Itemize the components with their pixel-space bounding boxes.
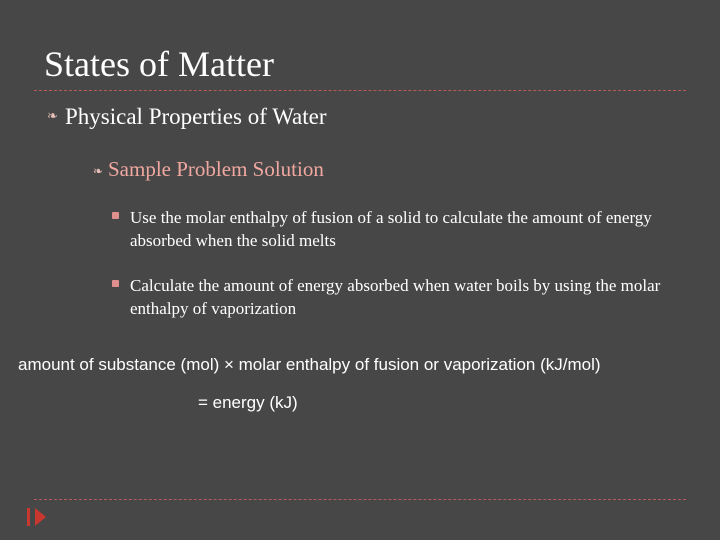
slide-title: States of Matter	[44, 44, 274, 84]
bullet-level2-text: Sample Problem Solution	[108, 157, 324, 181]
square-bullet-icon	[112, 212, 119, 219]
bullet-level3-text-2: Calculate the amount of energy absorbed when water boils by using the molar enthalpy of vaporization	[130, 276, 661, 318]
play-icon[interactable]	[35, 508, 46, 526]
square-bullet-icon	[112, 280, 119, 287]
bullet-level1-text: Physical Properties of Water	[65, 104, 327, 129]
title-divider	[34, 90, 686, 91]
equation-line-2: = energy (kJ)	[198, 393, 298, 412]
fleuron-bullet-icon: ❧	[93, 164, 104, 178]
equation-line-1: amount of substance (mol) × molar enthalpy of fusion or vaporization (kJ/mol)	[18, 355, 601, 374]
footer-divider	[34, 499, 686, 500]
bullet-level3-text-1: Use the molar enthalpy of fusion of a solid to calculate the amount of energy absorbed when the solid melts	[130, 208, 652, 250]
play-icon-bar	[27, 508, 30, 526]
fleuron-bullet-icon: ❧	[47, 108, 58, 123]
